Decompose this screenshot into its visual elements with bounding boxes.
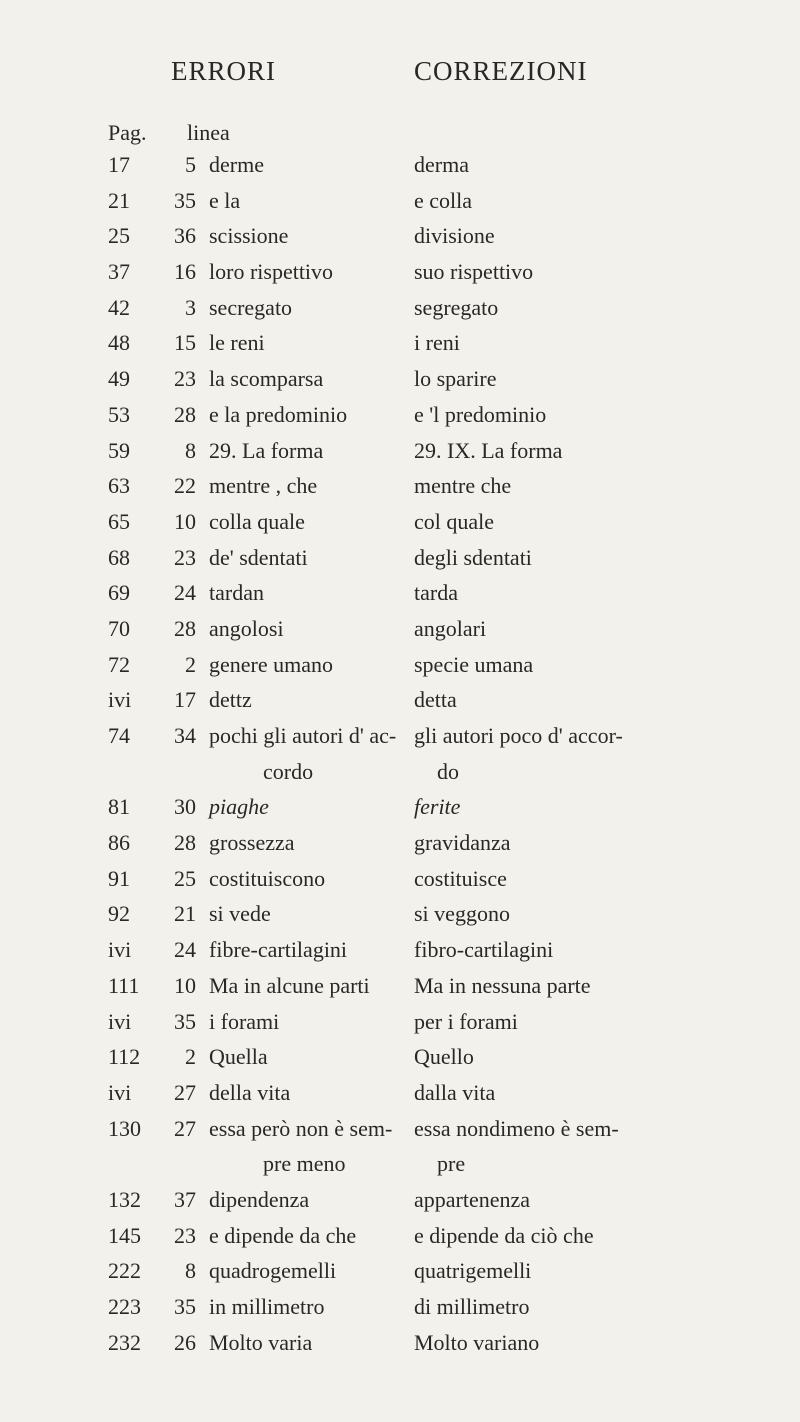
errata-row [0, 830, 800, 866]
page-number: 17 [108, 152, 130, 177]
line-number: 3 [185, 294, 196, 320]
line-number: 24 [174, 937, 196, 963]
correction-text: derma [414, 152, 469, 177]
line-number: 23 [174, 544, 196, 570]
line-number: 25 [174, 865, 196, 891]
correction-text: gravidanza [414, 830, 511, 856]
correction-text: fibro-cartilagini [414, 937, 554, 963]
page-number: 130 [108, 1115, 141, 1141]
error-text: genere umano [209, 651, 333, 677]
page-number: ivi [108, 937, 132, 963]
error-text: quadrogemelli [209, 1258, 337, 1284]
page-number: 59 [108, 437, 130, 463]
page-number: 65 [108, 508, 130, 534]
error-text: la scomparsa [209, 366, 324, 392]
errata-row [0, 1080, 800, 1116]
errata-row [0, 1044, 800, 1080]
page-number: 69 [108, 580, 130, 606]
errata-row [0, 295, 800, 331]
errata-row [0, 152, 800, 188]
correction-text: Ma in nessuna parte [414, 972, 591, 998]
error-text: e la predominio [209, 401, 348, 427]
page-number: ivi [108, 687, 132, 713]
error-text: de' sdentati [209, 544, 308, 570]
line-number: 28 [174, 830, 196, 856]
page-number: 21 [108, 187, 130, 213]
correction-text: mentre che [414, 473, 512, 499]
errata-row [0, 259, 800, 295]
errata-row [0, 545, 800, 581]
correzioni-heading: CORREZIONI [414, 56, 588, 86]
errori-heading: ERRORI [171, 56, 277, 86]
line-number: 26 [174, 1329, 196, 1355]
correction-text: Quello [414, 1044, 474, 1070]
error-text: Molto varia [209, 1329, 313, 1355]
error-text: colla quale [209, 508, 305, 534]
error-text: grossezza [209, 830, 295, 856]
correction-text: degli sdentati [414, 544, 532, 570]
page-number: 91 [108, 865, 130, 891]
correction-text: costituisce [414, 865, 507, 891]
correction-text: i reni [414, 330, 460, 356]
page-number: 72 [108, 651, 130, 677]
errata-row [0, 687, 800, 723]
linea-column-header: linea [187, 120, 230, 145]
errata-row [0, 402, 800, 438]
errata-row [0, 652, 800, 688]
line-number: 2 [185, 1044, 196, 1070]
errata-row [0, 1009, 800, 1045]
line-number: 22 [174, 473, 196, 499]
page-number: 25 [108, 223, 130, 249]
line-number: 24 [174, 580, 196, 606]
error-text: Ma in alcune parti [209, 972, 370, 998]
correction-text: angolari [414, 615, 487, 641]
correction-text: e dipende da ciò che [414, 1222, 594, 1248]
page-number: 145 [108, 1222, 141, 1248]
page-number: 37 [108, 259, 130, 285]
line-number: 8 [185, 437, 196, 463]
line-number: 8 [185, 1258, 196, 1284]
correction-text: essa nondimeno è sem- [414, 1115, 619, 1141]
page-number: 223 [108, 1294, 141, 1320]
line-number: 28 [174, 401, 196, 427]
correction-text: di millimetro [414, 1294, 530, 1320]
page-number: ivi [108, 1008, 132, 1034]
error-text: dipendenza [209, 1186, 310, 1212]
correction-text: ferite [414, 794, 461, 820]
correction-text-continuation: do [437, 758, 459, 784]
correction-text: e colla [414, 187, 473, 213]
errata-row [0, 1258, 800, 1294]
errata-row [0, 616, 800, 652]
error-text: loro rispettivo [209, 259, 334, 285]
line-number: 35 [174, 187, 196, 213]
line-number: 28 [174, 615, 196, 641]
error-text: angolosi [209, 615, 284, 641]
correction-text: appartenenza [414, 1186, 531, 1212]
line-number: 15 [174, 330, 196, 356]
correction-text: suo rispettivo [414, 259, 534, 285]
errata-row [0, 794, 800, 830]
correction-text: segregato [414, 294, 499, 320]
error-text-continuation: pre meno [263, 1151, 346, 1177]
line-number: 34 [174, 723, 196, 748]
line-number: 21 [174, 901, 196, 927]
errata-row [0, 1187, 800, 1223]
correction-text: detta [414, 687, 457, 713]
error-text: le reni [209, 330, 265, 356]
error-text: fibre-cartilagini [209, 937, 348, 963]
correction-text: quatrigemelli [414, 1258, 532, 1284]
line-number: 27 [174, 1115, 196, 1141]
page-number: 222 [108, 1258, 141, 1284]
errata-row [0, 473, 800, 509]
error-text: secregato [209, 294, 293, 320]
page-number: 81 [108, 794, 130, 820]
error-text: piaghe [209, 794, 269, 820]
error-text: mentre , che [209, 473, 318, 499]
errata-row [0, 188, 800, 224]
errata-row [0, 1330, 800, 1366]
errata-row [0, 1223, 800, 1259]
correction-text: e 'l predominio [414, 401, 547, 427]
errata-row [0, 223, 800, 259]
errata-row [0, 866, 800, 902]
correction-text: divisione [414, 223, 495, 249]
errata-row [0, 937, 800, 973]
line-number: 23 [174, 366, 196, 392]
errata-row [0, 580, 800, 616]
line-number: 17 [174, 687, 196, 713]
correction-text-continuation: pre [437, 1151, 466, 1177]
page-number: 232 [108, 1329, 141, 1355]
correction-text: per i forami [414, 1008, 518, 1034]
page-number: ivi [108, 1079, 132, 1105]
line-number: 10 [174, 508, 196, 534]
error-text: essa però non è sem- [209, 1115, 393, 1141]
page-number: 42 [108, 294, 130, 320]
correction-text: col quale [414, 508, 495, 534]
page-number: 49 [108, 366, 130, 392]
error-text: si vede [209, 901, 271, 927]
error-text: e dipende da che [209, 1222, 357, 1248]
error-text: 29. La forma [209, 437, 324, 463]
line-number: 27 [174, 1079, 196, 1105]
correction-text: 29. IX. La forma [414, 437, 563, 463]
page-number: 53 [108, 401, 130, 427]
error-text: e la [209, 187, 241, 213]
page-number: 63 [108, 473, 130, 499]
page-number: 92 [108, 901, 130, 927]
line-number: 36 [174, 223, 196, 249]
errata-row [0, 973, 800, 1009]
line-number: 16 [174, 259, 196, 285]
line-number: 37 [174, 1186, 196, 1212]
error-text: della vita [209, 1079, 291, 1105]
page-number: 68 [108, 544, 130, 570]
correction-text: si veggono [414, 901, 510, 927]
errata-row [0, 438, 800, 474]
line-number: 23 [174, 1222, 196, 1248]
errata-row [0, 1294, 800, 1330]
error-text: i forami [209, 1008, 280, 1034]
page-number: 70 [108, 615, 130, 641]
error-text: tardan [209, 580, 264, 606]
pag-column-header: Pag. [108, 120, 147, 145]
correction-text: specie umana [414, 651, 534, 677]
errata-row [0, 330, 800, 366]
line-number: 30 [174, 794, 196, 820]
page-number: 48 [108, 330, 130, 356]
error-text: scissione [209, 223, 289, 249]
correction-text: Molto variano [414, 1329, 540, 1355]
line-number: 35 [174, 1294, 196, 1320]
correction-text: gli autori poco d' accor- [414, 723, 623, 748]
correction-text: tarda [414, 580, 458, 606]
line-number: 5 [185, 152, 196, 177]
page-number: 112 [108, 1044, 141, 1070]
error-text: dettz [209, 687, 252, 713]
error-text: in millimetro [209, 1294, 325, 1320]
error-text: costituiscono [209, 865, 326, 891]
errata-row [0, 509, 800, 545]
page-number: 111 [108, 972, 140, 998]
errata-row [0, 901, 800, 937]
correction-text: dalla vita [414, 1079, 496, 1105]
page-number: 74 [108, 723, 130, 748]
line-number: 35 [174, 1008, 196, 1034]
errata-row [0, 1116, 800, 1187]
line-number: 10 [174, 972, 196, 998]
error-text: pochi gli autori d' ac- [209, 723, 397, 748]
error-text-continuation: cordo [263, 758, 314, 784]
error-text: Quella [209, 1044, 268, 1070]
errata-row [0, 723, 800, 794]
correction-text: lo sparire [414, 366, 497, 392]
errata-list [0, 152, 800, 1365]
page-number: 132 [108, 1186, 141, 1212]
page-number: 86 [108, 830, 130, 856]
error-text: derme [209, 152, 264, 177]
errata-row [0, 366, 800, 402]
line-number: 2 [185, 651, 196, 677]
